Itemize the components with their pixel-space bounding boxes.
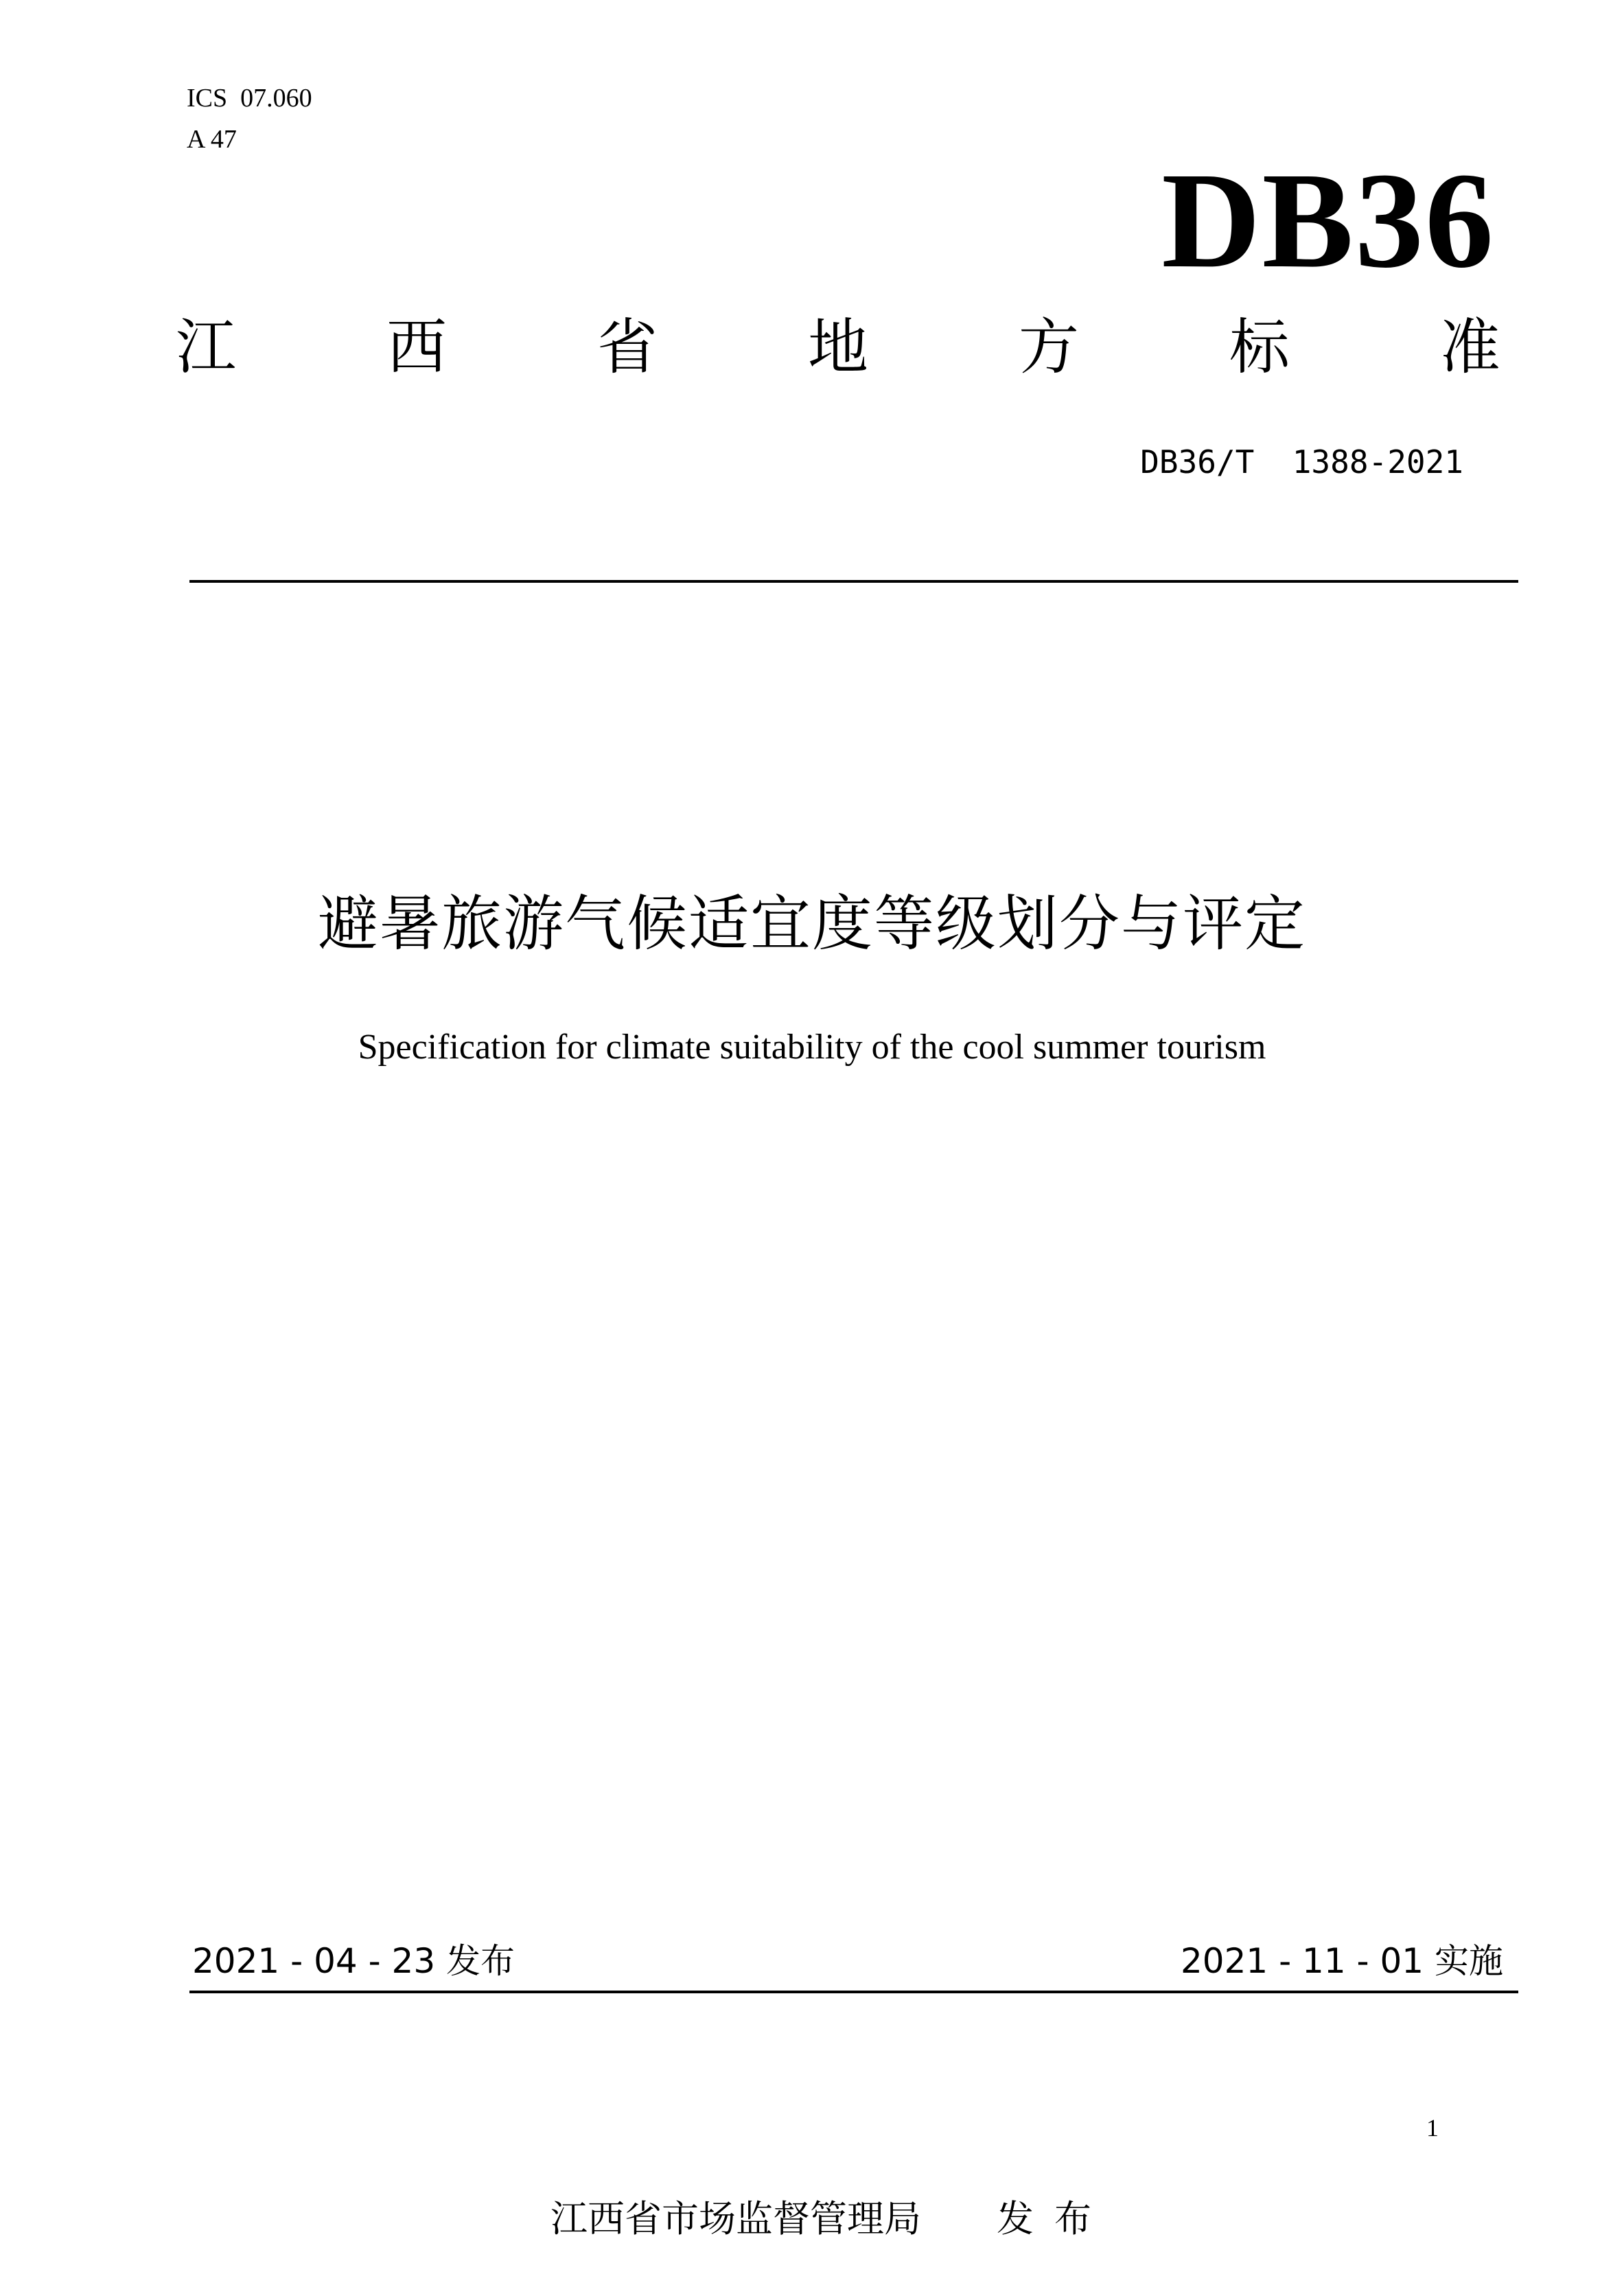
- issuer-line: [550, 2197, 1112, 2240]
- standard-type-char: 省: [596, 312, 658, 382]
- issuer-name: 江西省市场监督管理局: [550, 2197, 921, 2240]
- standard-type-char: 方: [1018, 312, 1079, 382]
- standard-type-char: 准: [1439, 312, 1500, 382]
- ccs-classification: A 47: [187, 125, 237, 154]
- bottom-divider: [189, 1991, 1518, 1993]
- standard-type-char: 江: [176, 312, 237, 382]
- ics-classification: ICS 07.060: [187, 84, 312, 113]
- standard-type-char: 地: [807, 312, 868, 382]
- issue-date: 2021 - 04 - 23 发布: [192, 1941, 515, 1981]
- standard-type-char: 标: [1229, 312, 1290, 382]
- standard-number: DB36/T 1388-2021: [1140, 443, 1463, 480]
- standard-type-heading: [176, 312, 1500, 382]
- standard-type-char: 西: [386, 312, 447, 382]
- document-title-chinese: 避暑旅游气候适宜度等级划分与评定: [317, 888, 1306, 959]
- implementation-date: 2021 - 11 - 01 实施: [1180, 1941, 1503, 1981]
- document-title-english: Specification for climate suitability of the cool summer tourism: [358, 1028, 1266, 1067]
- standard-code-mark: DB36: [1161, 145, 1495, 297]
- issuer-action: 发布: [997, 2197, 1112, 2240]
- page-number: 1: [1426, 2114, 1439, 2142]
- top-divider: [189, 580, 1518, 583]
